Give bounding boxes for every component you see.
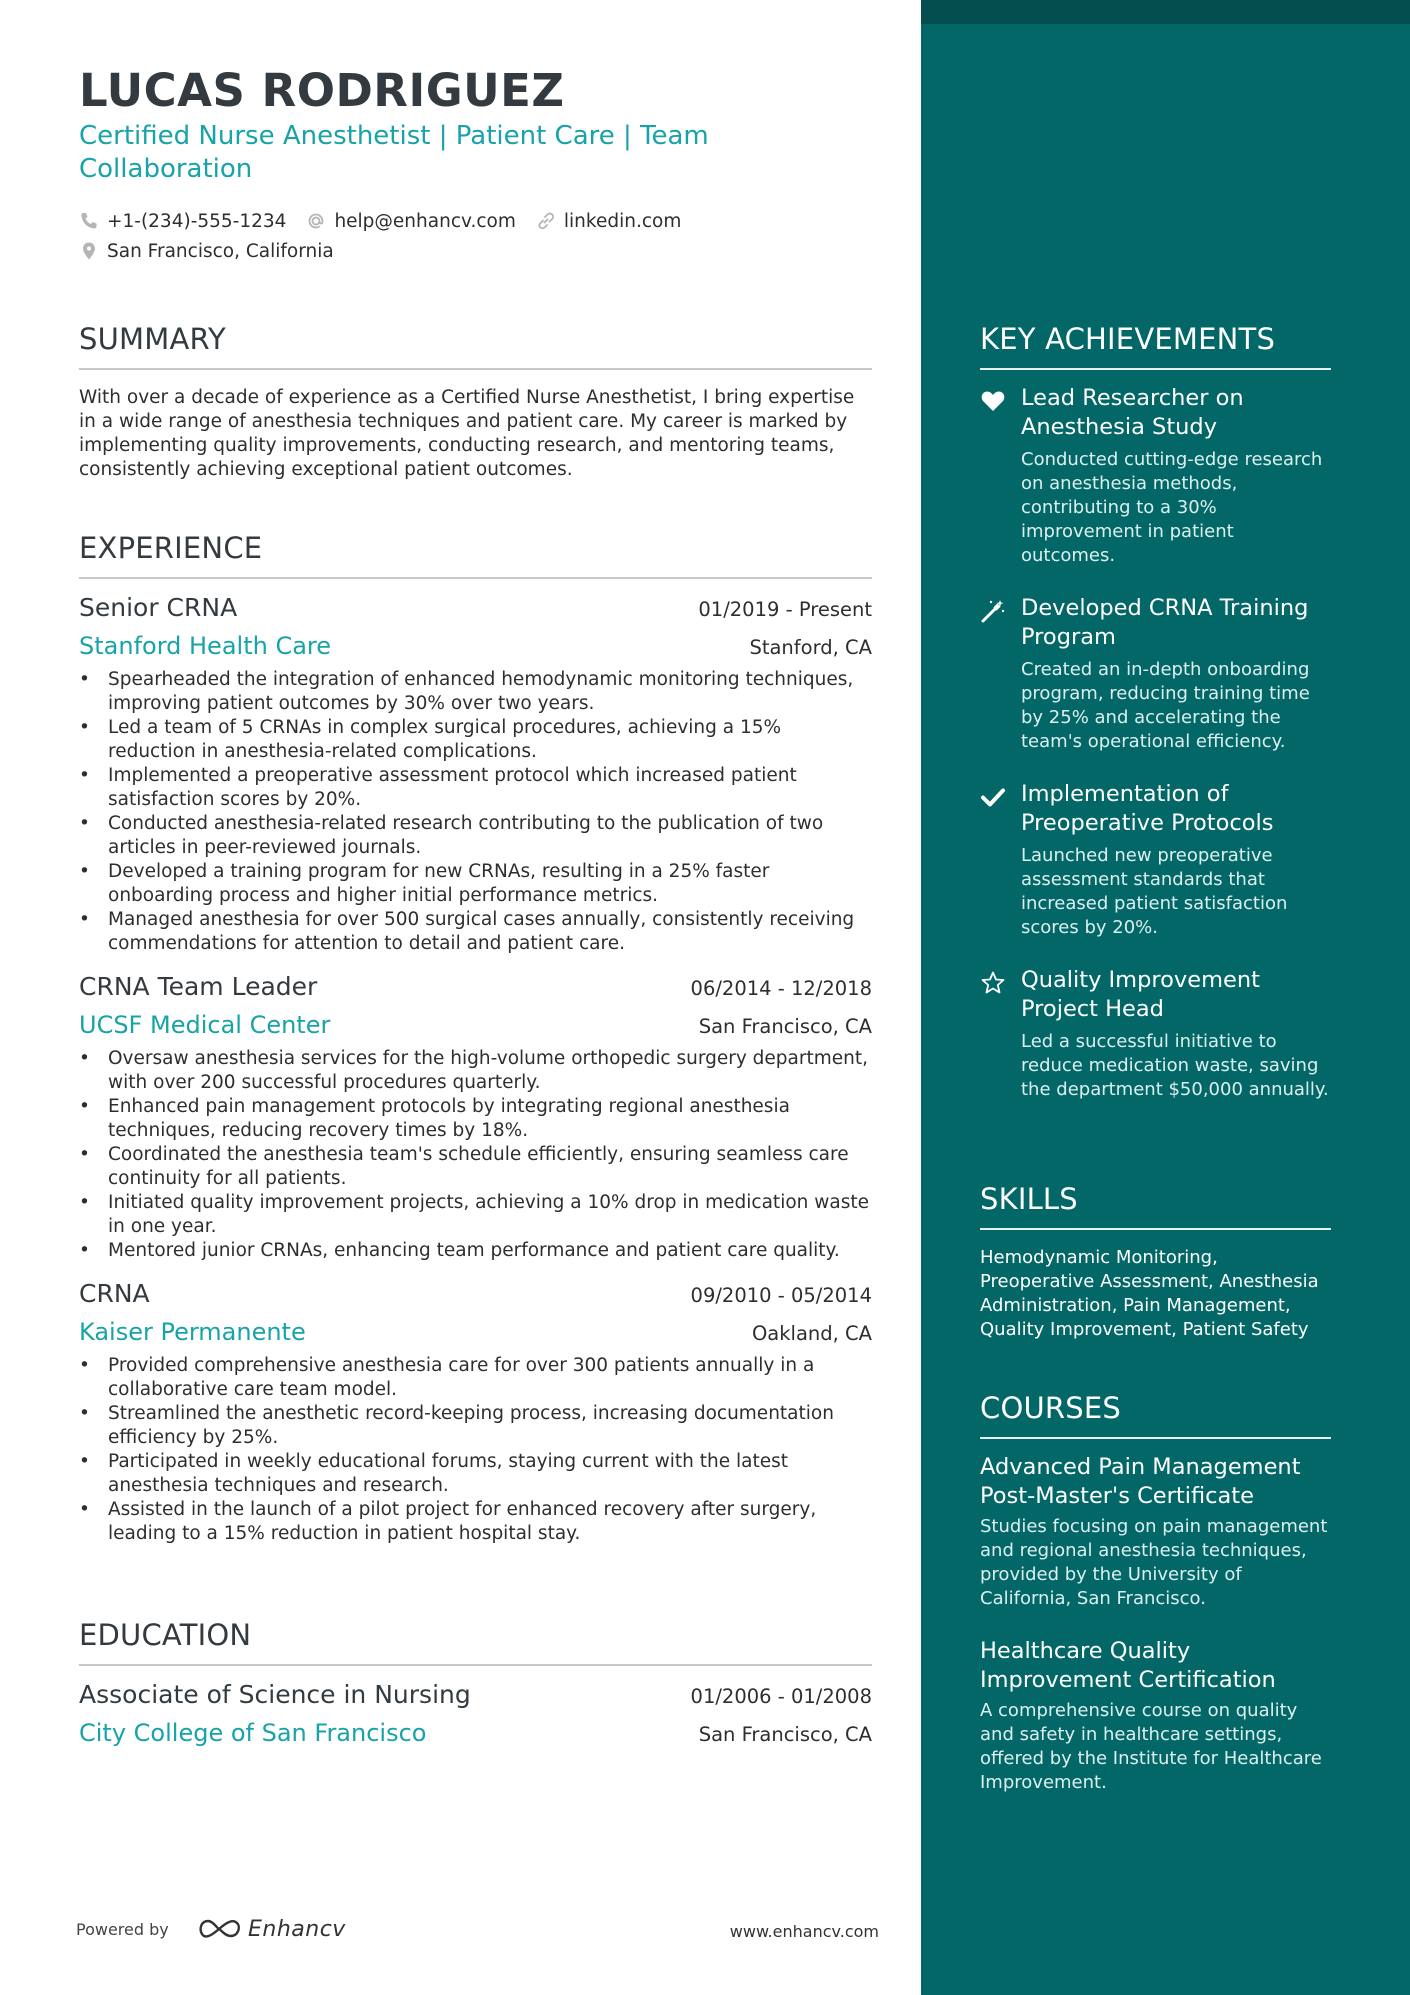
degree-title: Associate of Science in Nursing [79,1680,471,1709]
job-company: UCSF Medical Center [79,1011,331,1039]
bullet-item: • Spearheaded the integration of enhanced hemodynamic monitoring techniques, improving patient outcomes by 30% over two years. [79,668,872,716]
bullet-item: • Initiated quality improvement projects, achieving a 10% drop in medication waste in one year. [79,1191,872,1239]
job-dates: 01/2019 - Present [698,598,872,621]
job-location: Oakland, CA [751,1322,872,1345]
achievement-title: Quality Improvement Project Head [1021,967,1260,1022]
bullet-item: • Assisted in the launch of a pilot project for enhanced recovery after surgery, leading to a 15% reduction in patient hospital stay. [79,1498,872,1546]
achievement-title: Implementation of Preoperative Protocols [1021,781,1274,836]
powered-by-label: Powered by [76,1920,169,1939]
enhancv-logo-icon [196,1916,242,1942]
resume-name: LUCAS RODRIGUEZ [79,64,565,117]
achievement-title: Developed CRNA Training Program [1021,595,1309,650]
bullet-item: • Led a team of 5 CRNAs in complex surgical procedures, achieving a 15% reduction in anesthesia-related complications. [79,716,872,764]
bullet-item: • Managed anesthesia for over 500 surgical cases annually, consistently receiving commendations for attention to detail and patient care. [79,908,872,956]
achievement-item [980,594,1331,754]
achievement-item [980,780,1331,940]
link-icon [536,211,556,231]
skills-list: Hemodynamic Monitoring, Preoperative Assessment, Anesthesia Administration, Pain Management, Quality Improvement, Patient Safety [980,1247,1319,1340]
experience-title: EXPERIENCE [79,531,872,579]
summary-title: SUMMARY [79,322,872,370]
achievement-desc: Launched new preoperative assessment standards that increased patient satisfaction scores by 20%. [1021,845,1288,938]
checkmark-icon [980,784,1006,810]
job-location: San Francisco, CA [698,1015,872,1038]
job-bullets [79,1354,872,1546]
bullet-item: • Participated in weekly educational forums, staying current with the latest anesthesia techniques and research. [79,1450,872,1498]
summary-text: With over a decade of experience as a Certified Nurse Anesthetist, I bring expertise in a wide range of anesthesia techniques and patient care. My career is marked by implementing quality improvements, conducting research, and mentoring teams, consistently achieving exceptional patient outcomes. [79,387,855,480]
sidebar-top-bar [921,0,1410,24]
education-section [79,1618,872,1747]
experience-section [79,531,872,1546]
location-pin-icon [79,241,99,261]
achievement-item [980,966,1331,1102]
achievement-desc: Led a successful initiative to reduce medication waste, saving the department $50,000 annually. [1021,1031,1329,1100]
skills-title: SKILLS [980,1182,1331,1230]
bullet-item: • Conducted anesthesia-related research contributing to the publication of two articles in peer-reviewed journals. [79,812,872,860]
skills-section [980,1182,1331,1342]
bullet-item: • Implemented a preoperative assessment protocol which increased patient satisfaction scores by 20%. [79,764,872,812]
bullet-item: • Oversaw anesthesia services for the high-volume orthopedic surgery department, with over 200 successful procedures quarterly. [79,1047,872,1095]
achievement-item [980,384,1331,568]
brand-name: Enhancv [248,1916,346,1942]
job-company: Stanford Health Care [79,632,332,660]
education-dates: 01/2006 - 01/2008 [690,1685,872,1708]
enhancv-logo[interactable] [196,1916,346,1942]
star-icon [980,970,1006,996]
job-title: CRNA Team Leader [79,972,318,1001]
education-entry [79,1680,872,1747]
job-entry [79,972,872,1263]
course-title: Advanced Pain Management Post-Master's Certificate [980,1454,1301,1509]
job-title: CRNA [79,1279,150,1308]
courses-title: COURSES [980,1391,1331,1439]
summary-section [79,322,872,482]
bullet-item: • Provided comprehensive anesthesia care for over 300 patients annually in a collaborative care team model. [79,1354,872,1402]
course-item [980,1637,1331,1795]
contact-email[interactable] [306,211,515,232]
bullet-item: • Mentored junior CRNAs, enhancing team performance and patient care quality. [79,1239,872,1263]
job-dates: 09/2010 - 05/2014 [690,1284,872,1307]
course-title: Healthcare Quality Improvement Certification [980,1638,1276,1693]
job-dates: 06/2014 - 12/2018 [690,977,872,1000]
achievement-desc: Created an in-depth onboarding program, reducing training time by 25% and accelerating the team's operational efficiency. [1021,659,1310,752]
website-link[interactable]: www.enhancv.com [729,1922,879,1941]
course-desc: Studies focusing on pain management and regional anesthesia techniques, provided by the University of California, San Francisco. [980,1516,1328,1609]
phone-text: +1-(234)-555-1234 [107,210,287,232]
location-text: San Francisco, California [107,240,334,262]
magic-wand-icon [980,598,1006,624]
email-text[interactable]: help@enhancv.com [334,210,516,232]
job-entry [79,1279,872,1546]
bullet-item: • Coordinated the anesthesia team's schedule efficiently, ensuring seamless care continuity for all patients. [79,1143,872,1191]
at-sign-icon [306,211,326,231]
contact-location [79,241,334,262]
footer [76,1916,879,1946]
job-location: Stanford, CA [749,636,872,659]
school-name: City College of San Francisco [79,1719,427,1747]
contact-phone [79,211,286,232]
job-company: Kaiser Permanente [79,1318,306,1346]
resume-headline: Certified Nurse Anesthetist | Patient Care | Team Collaboration [79,121,709,184]
job-title: Senior CRNA [79,593,238,622]
bullet-item: • Enhanced pain management protocols by integrating regional anesthesia techniques, reducing recovery times by 18%. [79,1095,872,1143]
course-item [980,1453,1331,1611]
linkedin-text[interactable]: linkedin.com [563,210,682,232]
sidebar [921,0,1410,1995]
education-title: EDUCATION [79,1618,872,1666]
achievement-title: Lead Researcher on Anesthesia Study [1021,385,1244,440]
job-entry [79,593,872,956]
bullet-item: • Streamlined the anesthetic record-keeping process, increasing documentation efficiency by 25%. [79,1402,872,1450]
job-bullets [79,668,872,956]
bullet-item: • Developed a training program for new CRNAs, resulting in a 25% faster onboarding process and higher initial performance metrics. [79,860,872,908]
job-bullets [79,1047,872,1263]
achievements-section [980,322,1331,1102]
achievement-desc: Conducted cutting-edge research on anesthesia methods, contributing to a 30% improvement in patient outcomes. [1021,449,1323,566]
achievements-title: KEY ACHIEVEMENTS [980,322,1331,370]
contact-linkedin[interactable] [536,211,681,232]
phone-icon [79,211,99,231]
contact-info [79,206,701,266]
education-location: San Francisco, CA [698,1723,872,1746]
course-desc: A comprehensive course on quality and safety in healthcare settings, offered by the Institute for Healthcare Improvement. [980,1700,1322,1793]
heart-icon [980,388,1006,414]
courses-section [980,1391,1331,1795]
